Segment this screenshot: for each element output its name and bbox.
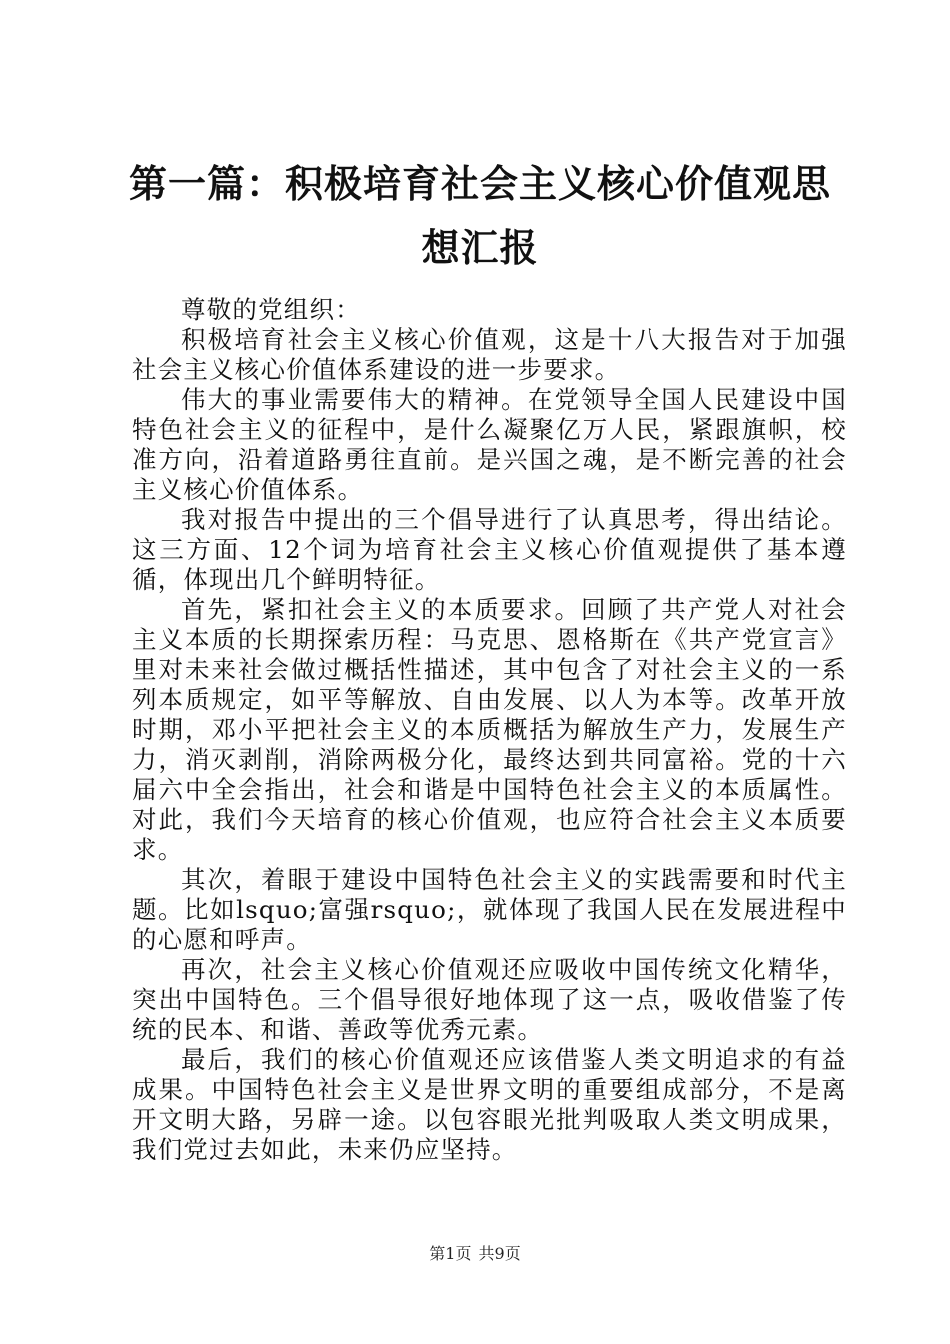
paragraph-2: 伟大的事业需要伟大的精神。在党领导全国人民建设中国特色社会主义的征程中，是什么凝聚亿万人民，紧跟旗帜，校准方向，沿着道路勇往直前。是兴国之魂，是不断完善的社会主义核心价值体系。	[132, 385, 847, 504]
paragraph-7: 最后，我们的核心价值观还应该借鉴人类文明追求的有益成果。中国特色社会主义是世界文明的重要组成部分，不是离开文明大路，另辟一途。以包容眼光批判吸取人类文明成果，我们党过去如此，未来仍应坚持。	[132, 1045, 847, 1164]
page-total: 共9页	[478, 1244, 521, 1263]
document-body	[132, 295, 847, 1165]
paragraph-5: 其次，着眼于建设中国特色社会主义的实践需要和时代主题。比如lsquo;富强rsquo;，就体现了我国人民在发展进程中的心愿和呼声。	[132, 865, 847, 954]
document-title: 第一篇：积极培育社会主义核心价值观思想汇报	[128, 161, 831, 270]
paragraph-1: 积极培育社会主义核心价值观，这是十八大报告对于加强社会主义核心价值体系建设的进一步要求。	[132, 325, 847, 384]
paragraph-3: 我对报告中提出的三个倡导进行了认真思考，得出结论。这三方面、12个词为培育社会主义核心价值观提供了基本遵循，体现出几个鲜明特征。	[132, 505, 847, 594]
page-number: 第1页	[429, 1244, 472, 1263]
paragraph-6: 再次，社会主义核心价值观还应吸收中国传统文化精华，突出中国特色。三个倡导很好地体现了这一点，吸收借鉴了传统的民本、和谐、善政等优秀元素。	[132, 955, 847, 1044]
paragraph-4: 首先，紧扣社会主义的本质要求。回顾了共产党人对社会主义本质的长期探索历程：马克思、恩格斯在《共产党宣言》里对未来社会做过概括性描述，其中包含了对社会主义的一系列本质规定，如平等解放、自由发展、以人为本等。改革开放时期，邓小平把社会主义的本质概括为解放生产力，发展生产力，消灭剥削，消除两极分化，最终达到共同富裕。党的十六届六中全会指出，社会和谐是中国特色社会主义的本质属性。对此，我们今天培育的核心价值观，也应符合社会主义本质要求。	[132, 595, 847, 864]
salutation: 尊敬的党组织：	[181, 295, 361, 324]
page-footer	[0, 1243, 950, 1265]
